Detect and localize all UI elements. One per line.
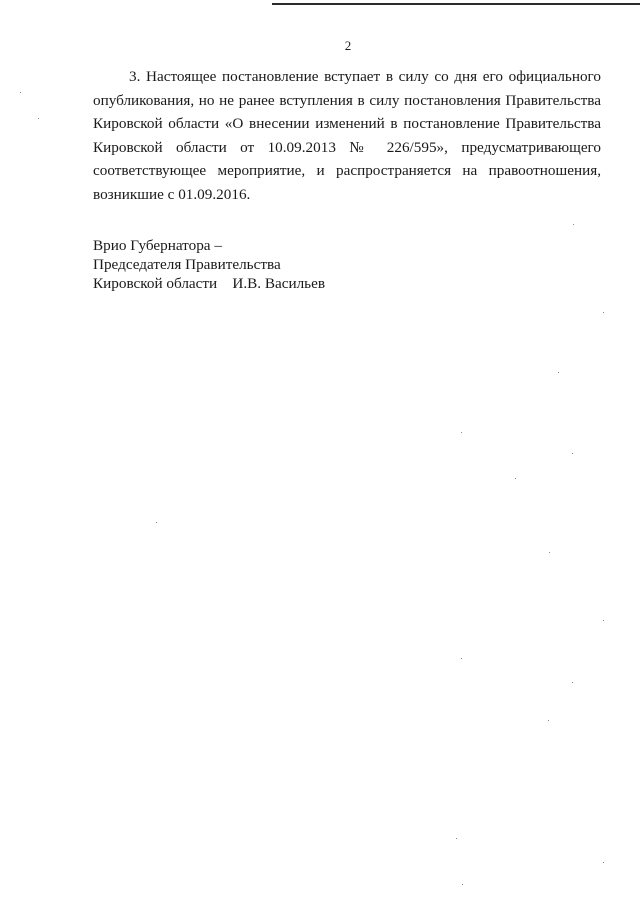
scan-speck — [603, 620, 604, 621]
signature-name-line: Кировской области И.В. Васильев — [93, 275, 325, 292]
scan-speck — [549, 552, 550, 553]
scan-speck — [572, 682, 573, 683]
scan-speck — [456, 838, 457, 839]
scan-speck — [558, 372, 559, 373]
scan-speck — [461, 658, 462, 659]
scan-speck — [461, 432, 462, 433]
scan-speck — [156, 522, 157, 523]
scan-speck — [603, 862, 604, 863]
scan-speck — [548, 720, 549, 721]
paragraph-3: 3. Настоящее постановление вступает в силу со дня его официального опубликования, но не ранее вступления в силу постановления Правительства Кировской области «О внесении изменений в постановление Правительства Кировской области от 10.09.2013 № 226/595», предусматривающего соответствующее мероприятие, и распространяется на правоотношения, возникшие с 01.09.2016. — [93, 68, 601, 203]
top-rule — [272, 3, 640, 5]
scan-speck — [20, 92, 21, 93]
scan-speck — [572, 453, 573, 454]
signature-position-line2: Председателя Правительства — [93, 256, 281, 273]
signature-position-line1: Врио Губернатора – — [93, 237, 222, 254]
scan-speck — [573, 224, 574, 225]
scan-speck — [38, 118, 39, 119]
scan-speck — [515, 478, 516, 479]
page-number: 2 — [344, 38, 352, 53]
scan-speck — [603, 312, 604, 313]
signature-block — [93, 236, 325, 293]
scan-speck — [462, 884, 463, 885]
